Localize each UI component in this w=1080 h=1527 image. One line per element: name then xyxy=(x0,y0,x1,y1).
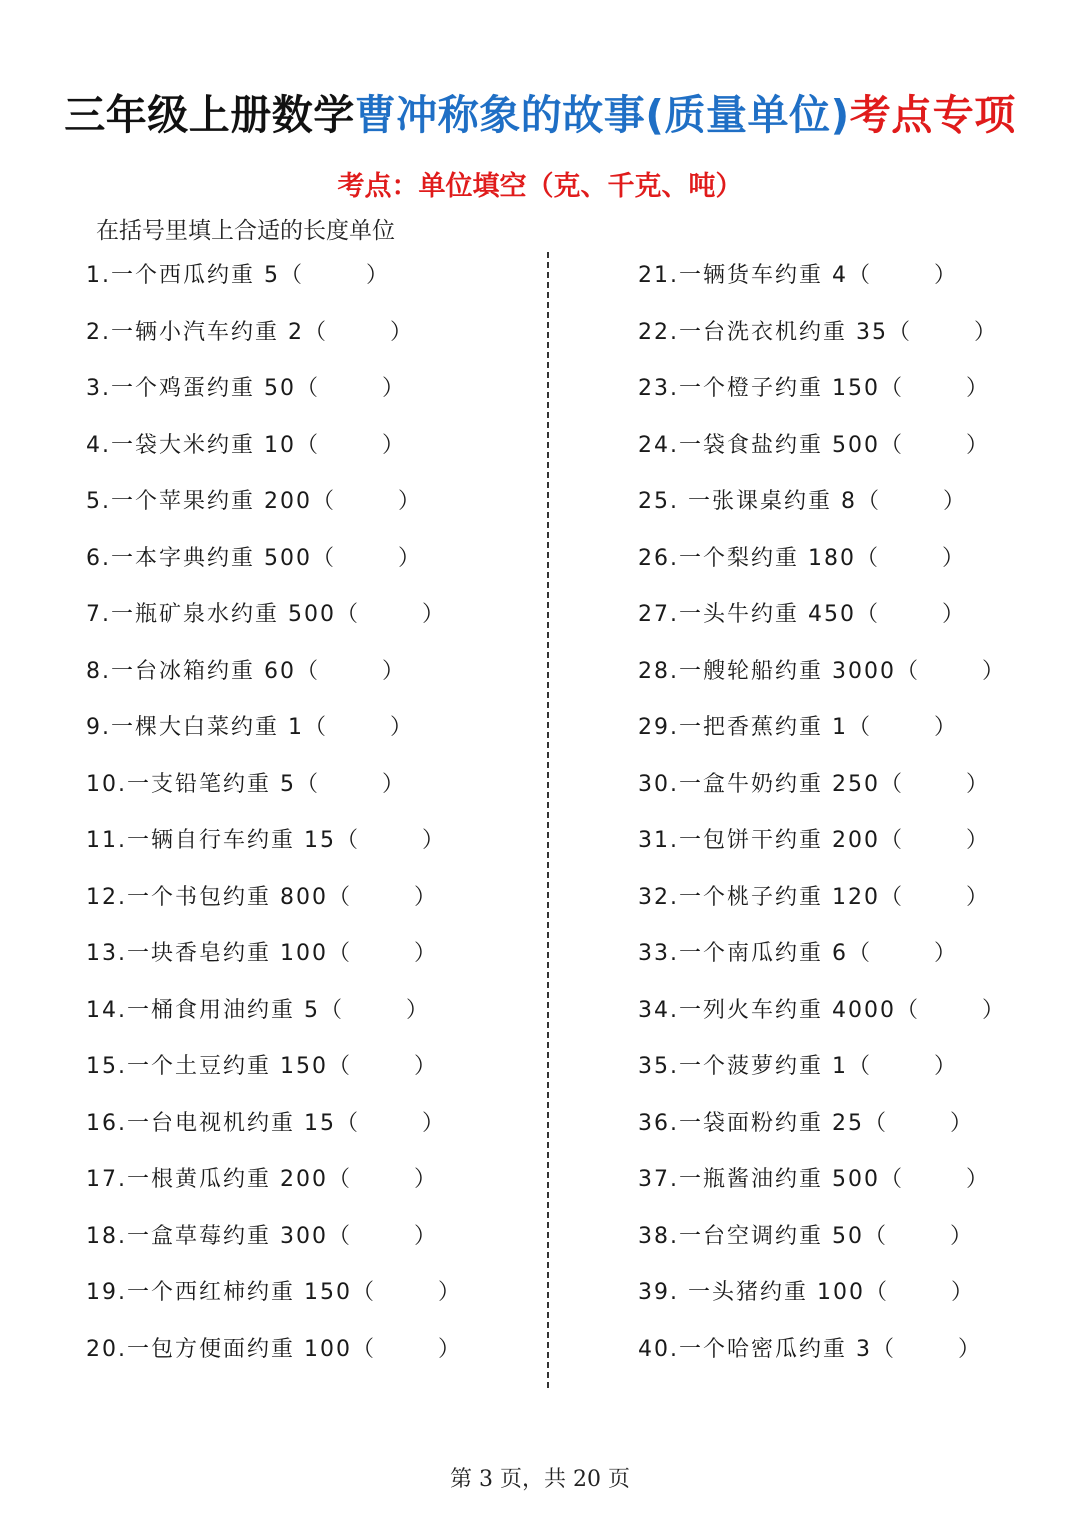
question-text xyxy=(638,771,990,797)
question-text xyxy=(86,771,406,797)
question-text xyxy=(638,1223,974,1249)
question-prompt: 20.一包方便面约重 100（ xyxy=(86,1336,376,1362)
closing-paren: ） xyxy=(413,1054,438,1079)
questions-right-column xyxy=(638,263,1006,1407)
closing-paren: ） xyxy=(397,545,422,571)
closing-paren: ） xyxy=(437,1280,462,1305)
closing-paren: ） xyxy=(421,602,446,627)
question-prompt: 21.一辆货车约重 4（ xyxy=(638,263,872,288)
question-prompt: 17.一根黄瓜约重 200（ xyxy=(86,1167,352,1192)
question-prompt: 34.一列火车约重 4000（ xyxy=(638,997,920,1023)
question-prompt: 35.一个菠萝约重 1（ xyxy=(638,1054,872,1079)
column-divider xyxy=(547,252,549,1388)
question-prompt: 4.一袋大米约重 10（ xyxy=(86,432,320,458)
question-prompt: 33.一个南瓜约重 6（ xyxy=(638,941,872,966)
question-prompt: 32.一个桃子约重 120（ xyxy=(638,884,904,910)
question-text xyxy=(86,943,438,965)
question-text xyxy=(638,658,1006,684)
question-prompt: 18.一盒草莓约重 300（ xyxy=(86,1223,352,1249)
questions-left-column xyxy=(86,263,462,1407)
closing-paren: ） xyxy=(413,941,438,966)
closing-paren: ） xyxy=(950,1280,975,1305)
question-prompt: 40.一个哈密瓜约重 3（ xyxy=(638,1336,896,1362)
question-prompt: 30.一盒牛奶约重 250（ xyxy=(638,771,904,797)
closing-paren: ） xyxy=(949,1110,974,1136)
closing-paren: ） xyxy=(413,1223,438,1249)
question-text xyxy=(86,717,414,739)
closing-paren: ） xyxy=(405,997,430,1023)
question-prompt: 8.一台冰箱约重 60（ xyxy=(86,658,320,684)
question-prompt: 11.一辆自行车约重 15（ xyxy=(86,828,360,853)
question-text xyxy=(638,1110,974,1136)
question-prompt: 16.一台电视机约重 15（ xyxy=(86,1110,360,1136)
question-prompt: 13.一块香皂约重 100（ xyxy=(86,941,352,966)
question-text xyxy=(638,491,967,513)
question-prompt: 15.一个土豆约重 150（ xyxy=(86,1054,352,1079)
closing-paren: ） xyxy=(933,715,958,740)
title-topic: 曹冲称象的故事(质量单位) xyxy=(354,91,850,139)
question-prompt: 29.一把香蕉约重 1（ xyxy=(638,715,872,740)
question-prompt: 39. 一头猪约重 100（ xyxy=(638,1280,889,1305)
question-prompt: 22.一台洗衣机约重 35（ xyxy=(638,319,912,345)
question-text xyxy=(638,1282,975,1304)
question-prompt: 37.一瓶酱油约重 500（ xyxy=(638,1167,904,1192)
question-text xyxy=(86,1169,438,1191)
question-text xyxy=(86,830,446,852)
closing-paren: ） xyxy=(397,489,422,514)
question-text xyxy=(638,265,958,287)
question-prompt: 27.一头牛约重 450（ xyxy=(638,602,880,627)
question-text xyxy=(638,1056,958,1078)
question-text xyxy=(86,1056,438,1078)
question-prompt: 10.一支铅笔约重 5（ xyxy=(86,771,320,797)
question-text xyxy=(86,1110,446,1136)
question-text xyxy=(86,378,406,400)
question-item xyxy=(638,1336,1006,1408)
question-prompt: 24.一袋食盐约重 500（ xyxy=(638,432,904,458)
closing-paren: ） xyxy=(965,884,990,910)
question-text xyxy=(638,884,990,910)
question-prompt: 25. 一张课桌约重 8（ xyxy=(638,489,881,514)
question-text xyxy=(86,265,390,287)
closing-paren: ） xyxy=(981,658,1006,684)
question-prompt: 26.一个梨约重 180（ xyxy=(638,545,880,571)
question-text xyxy=(86,1282,462,1304)
closing-paren: ） xyxy=(381,376,406,401)
question-prompt: 38.一台空调约重 50（ xyxy=(638,1223,888,1249)
page-footer: 第 3 页，共 20 页 xyxy=(450,1467,630,1492)
question-text xyxy=(86,658,406,684)
question-prompt: 12.一个书包约重 800（ xyxy=(86,884,352,910)
closing-paren: ） xyxy=(933,941,958,966)
question-text xyxy=(638,943,958,965)
question-text xyxy=(638,432,990,458)
closing-paren: ） xyxy=(437,1336,462,1362)
closing-paren: ） xyxy=(965,771,990,797)
closing-paren: ） xyxy=(381,432,406,458)
question-text xyxy=(86,432,406,458)
closing-paren: ） xyxy=(941,545,966,571)
closing-paren: ） xyxy=(413,1167,438,1192)
closing-paren: ） xyxy=(965,828,990,853)
closing-paren: ） xyxy=(381,658,406,684)
question-text xyxy=(638,717,958,739)
question-prompt: 5.一个苹果约重 200（ xyxy=(86,489,336,514)
closing-paren: ） xyxy=(973,319,998,345)
question-prompt: 19.一个西红柿约重 150（ xyxy=(86,1280,376,1305)
question-text xyxy=(638,545,966,571)
closing-paren: ） xyxy=(942,489,967,514)
closing-paren: ） xyxy=(933,263,958,288)
question-prompt: 31.一包饼干约重 200（ xyxy=(638,828,904,853)
question-text xyxy=(86,997,430,1023)
closing-paren: ） xyxy=(965,432,990,458)
subtitle: 考点：单位填空（克、千克、吨） xyxy=(337,171,743,202)
question-prompt: 3.一个鸡蛋约重 50（ xyxy=(86,376,320,401)
question-text xyxy=(638,319,998,345)
question-prompt: 14.一桶食用油约重 5（ xyxy=(86,997,344,1023)
closing-paren: ） xyxy=(381,771,406,797)
question-prompt: 23.一个橙子约重 150（ xyxy=(638,376,904,401)
closing-paren: ） xyxy=(421,828,446,853)
closing-paren: ） xyxy=(421,1110,446,1136)
question-text xyxy=(86,545,422,571)
question-text xyxy=(86,319,414,345)
title-focus: 考点专项 xyxy=(849,91,1016,139)
question-text xyxy=(638,830,990,852)
question-item xyxy=(86,1336,462,1408)
title-grade: 三年级上册数学 xyxy=(64,91,355,139)
question-text xyxy=(638,604,966,626)
page-title xyxy=(0,82,1080,141)
question-text xyxy=(86,1336,462,1362)
instruction: 在括号里填上合适的长度单位 xyxy=(96,218,395,244)
question-prompt: 2.一辆小汽车约重 2（ xyxy=(86,319,328,345)
question-text xyxy=(86,1223,438,1249)
question-text xyxy=(638,378,990,400)
question-prompt: 1.一个西瓜约重 5（ xyxy=(86,263,304,288)
question-prompt: 9.一棵大白菜约重 1（ xyxy=(86,715,328,740)
closing-paren: ） xyxy=(389,715,414,740)
closing-paren: ） xyxy=(965,1167,990,1192)
closing-paren: ） xyxy=(981,997,1006,1023)
question-prompt: 28.一艘轮船约重 3000（ xyxy=(638,658,920,684)
question-text xyxy=(638,1169,990,1191)
question-prompt: 6.一本字典约重 500（ xyxy=(86,545,336,571)
closing-paren: ） xyxy=(965,376,990,401)
question-text xyxy=(638,1336,982,1362)
closing-paren: ） xyxy=(389,319,414,345)
closing-paren: ） xyxy=(957,1336,982,1362)
question-prompt: 7.一瓶矿泉水约重 500（ xyxy=(86,602,360,627)
closing-paren: ） xyxy=(933,1054,958,1079)
question-text xyxy=(86,884,438,910)
closing-paren: ） xyxy=(365,263,390,288)
question-text xyxy=(86,491,422,513)
question-text xyxy=(86,604,446,626)
question-prompt: 36.一袋面粉约重 25（ xyxy=(638,1110,888,1136)
closing-paren: ） xyxy=(413,884,438,910)
closing-paren: ） xyxy=(949,1223,974,1249)
question-text xyxy=(638,997,1006,1023)
closing-paren: ） xyxy=(941,602,966,627)
